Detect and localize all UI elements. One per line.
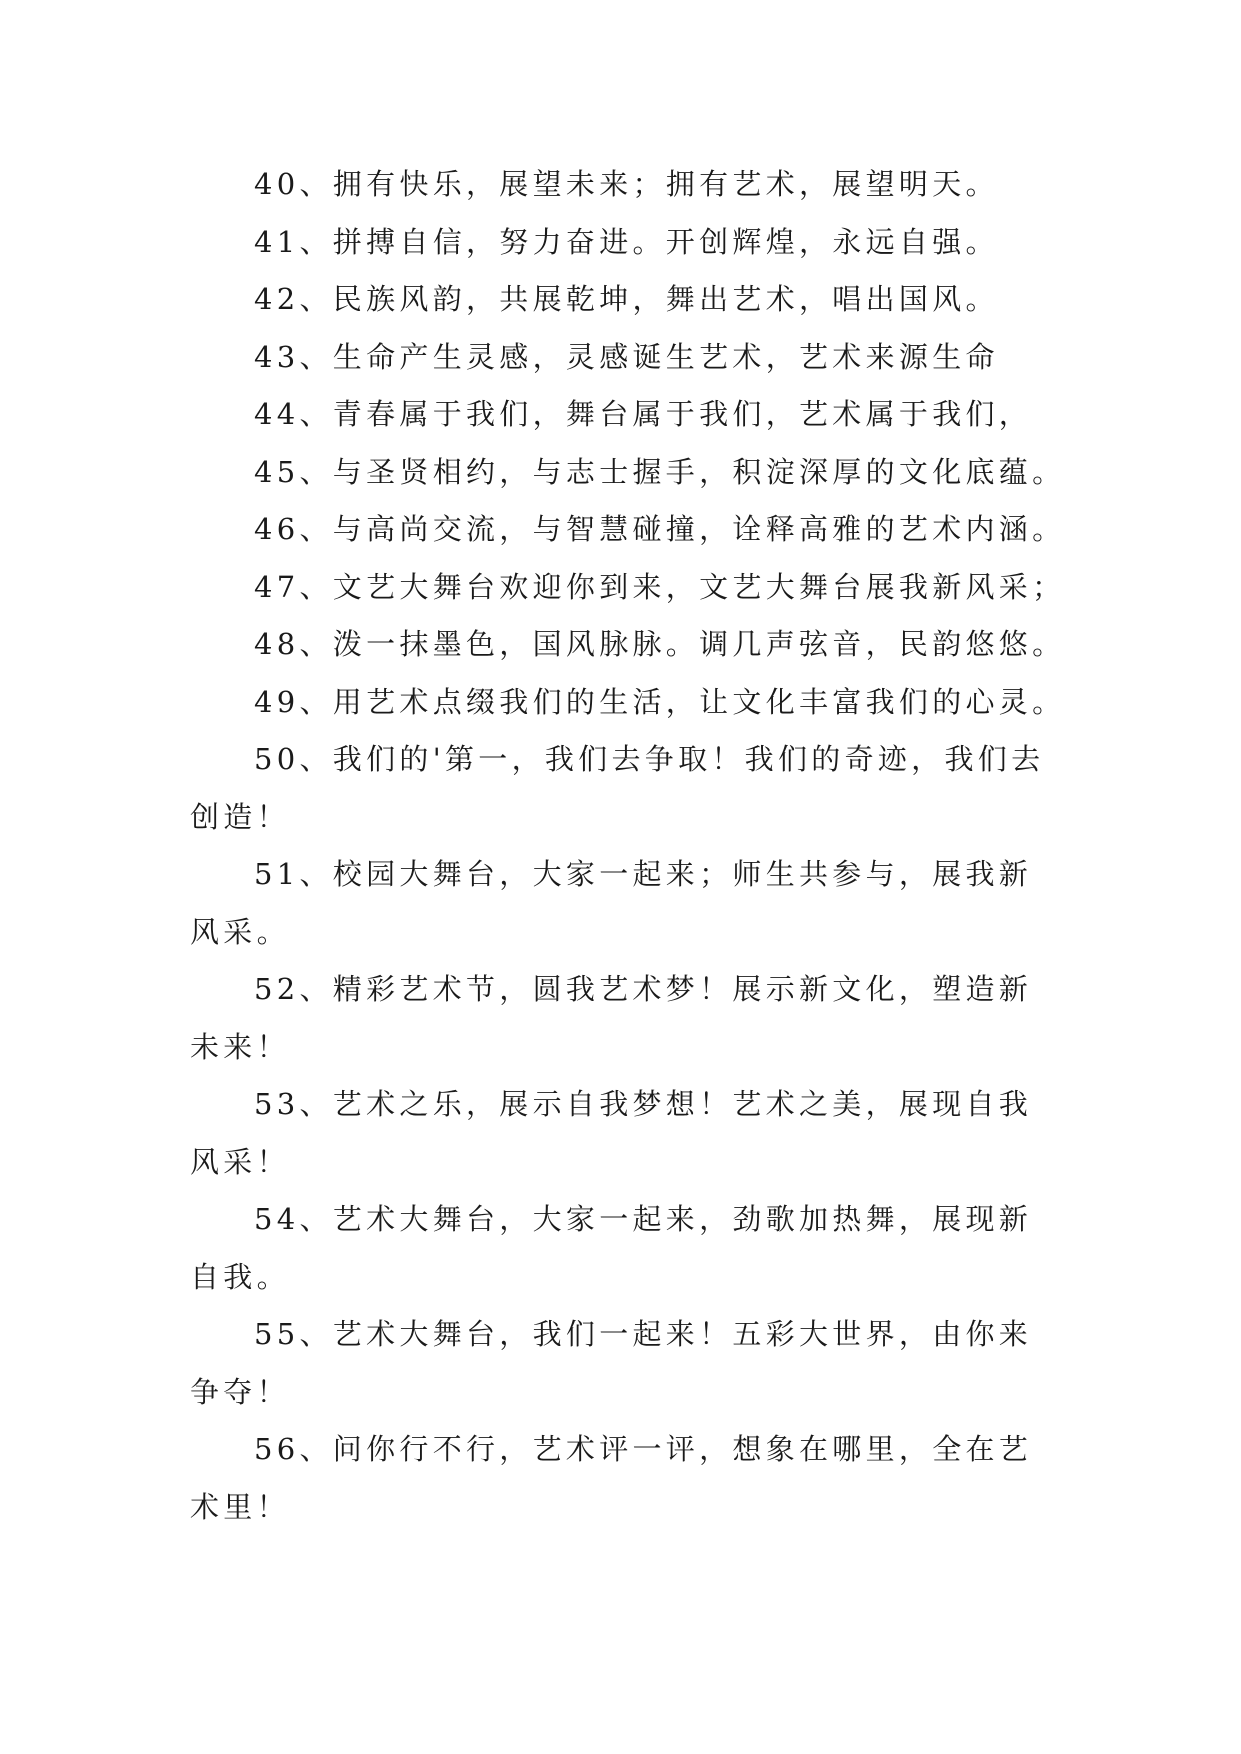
slogan-list [190, 156, 1066, 1536]
slogan-line-50: 50、我们的'第一，我们去争取！我们的奇迹，我们去创造！ [190, 742, 1045, 834]
slogan-line-44: 44、青春属于我们，舞台属于我们，艺术属于我们， [254, 397, 1033, 431]
slogan-line-47: 47、文艺大舞台欢迎你到来，文艺大舞台展我新风采； [254, 569, 1066, 604]
slogan-line-56: 56、问你行不行，艺术评一评，想象在哪里，全在艺术里！ [190, 1432, 1033, 1524]
slogan-line-43: 43、生命产生灵感，灵感诞生艺术，艺术来源生命 [254, 339, 999, 374]
slogan-line-54: 54、艺术大舞台，大家一起来，劲歌加热舞，展现新自我。 [190, 1202, 1033, 1294]
slogan-line-49: 49、用艺术点缀我们的生活，让文化丰富我们的心灵。 [254, 684, 1066, 719]
slogan-line-48: 48、泼一抹墨色，国风脉脉。调几声弦音，民韵悠悠。 [254, 627, 1066, 661]
slogan-line-42: 42、民族风韵，共展乾坤，舞出艺术，唱出国风。 [254, 282, 999, 316]
slogan-line-51: 51、校园大舞台，大家一起来；师生共参与，展我新风采。 [190, 857, 1033, 949]
slogan-line-52: 52、精彩艺术节，圆我艺术梦！展示新文化，塑造新未来！ [190, 972, 1033, 1064]
slogan-line-40: 40、拥有快乐，展望未来；拥有艺术，展望明天。 [254, 167, 999, 201]
slogan-line-53: 53、艺术之乐，展示自我梦想！艺术之美，展现自我风采！ [190, 1087, 1033, 1179]
slogan-line-45: 45、与圣贤相约，与志士握手，积淀深厚的文化底蕴。 [254, 454, 1066, 489]
slogan-line-55: 55、艺术大舞台，我们一起来！五彩大世界，由你来争夺！ [190, 1317, 1033, 1409]
slogan-line-41: 41、拼搏自信，努力奋进。开创辉煌，永远自强。 [254, 224, 999, 259]
slogan-line-46: 46、与高尚交流，与智慧碰撞，诠释高雅的艺术内涵。 [254, 512, 1066, 546]
